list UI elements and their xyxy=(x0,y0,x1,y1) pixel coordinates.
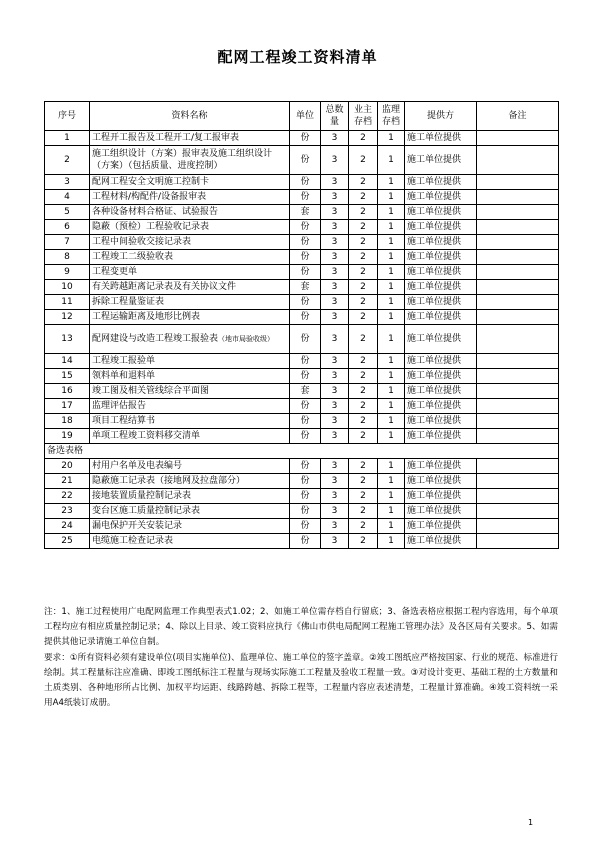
owner-archive-cell: 2 xyxy=(349,235,378,250)
provider-cell: 施工单位提供 xyxy=(405,474,477,489)
remark-cell xyxy=(477,384,559,399)
unit-cell: 份 xyxy=(290,325,321,354)
notes-block xyxy=(44,605,558,711)
table-header-row xyxy=(45,102,559,131)
remark-cell xyxy=(477,280,559,295)
notes-text: 注：1、施工过程使用广电配网监理工作典型表式1.02；2、如施工单位需存档自行留底；3、备选表格应根据工程内容选用，每个单项工程均应有相应质量控制记录；4、除以上目录、竣工资料应执行《佛山市供电局配网工程施工管理办法》及各区局有关要求。5、如需提供其他记录请施工单位自制。 xyxy=(44,607,558,647)
unit-cell: 份 xyxy=(290,295,321,310)
row-number: 22 xyxy=(45,489,90,504)
table-row xyxy=(45,519,559,534)
total-quantity-cell: 3 xyxy=(321,459,349,474)
provider-cell: 施工单位提供 xyxy=(405,146,477,175)
owner-archive-cell: 2 xyxy=(349,310,378,325)
unit-cell: 份 xyxy=(290,504,321,519)
document-name: 漏电保护开关安装记录 xyxy=(90,519,290,534)
remark-cell xyxy=(477,414,559,429)
document-name: 监理评估报告 xyxy=(90,399,290,414)
total-quantity-cell: 3 xyxy=(321,265,349,280)
total-quantity-cell: 3 xyxy=(321,220,349,235)
document-name: 工程中间验收交接记录表 xyxy=(90,235,290,250)
supervisor-archive-cell: 1 xyxy=(378,474,405,489)
document-name: 隐蔽施工记录表（接地网及拉盘部分） xyxy=(90,474,290,489)
supervisor-archive-cell: 1 xyxy=(378,384,405,399)
unit-cell: 份 xyxy=(290,429,321,444)
owner-archive-cell: 2 xyxy=(349,295,378,310)
unit-cell: 份 xyxy=(290,414,321,429)
provider-cell: 施工单位提供 xyxy=(405,280,477,295)
table-row xyxy=(45,190,559,205)
provider-cell: 施工单位提供 xyxy=(405,295,477,310)
row-number: 12 xyxy=(45,310,90,325)
supervisor-archive-cell: 1 xyxy=(378,250,405,265)
total-quantity-cell: 3 xyxy=(321,146,349,175)
supervisor-archive-cell: 1 xyxy=(378,265,405,280)
document-name: 项目工程结算书 xyxy=(90,414,290,429)
owner-archive-cell: 2 xyxy=(349,399,378,414)
owner-archive-cell: 2 xyxy=(349,175,378,190)
provider-cell: 施工单位提供 xyxy=(405,250,477,265)
page-number: 1 xyxy=(528,818,534,827)
supervisor-archive-cell: 1 xyxy=(378,131,405,146)
row-number: 13 xyxy=(45,325,90,354)
section-label: 备选表格 xyxy=(45,444,559,459)
supervisor-archive-cell: 1 xyxy=(378,325,405,354)
header-total: 总数量 xyxy=(321,102,349,131)
total-quantity-cell: 3 xyxy=(321,369,349,384)
document-name: 变台区施工质量控制记录表 xyxy=(90,504,290,519)
unit-cell: 套 xyxy=(290,280,321,295)
header-remark: 备注 xyxy=(477,102,559,131)
row-number: 17 xyxy=(45,399,90,414)
unit-cell: 份 xyxy=(290,250,321,265)
header-no: 序号 xyxy=(45,102,90,131)
supervisor-archive-cell: 1 xyxy=(378,399,405,414)
document-name: 工程开工报告及工程开工/复工报审表 xyxy=(90,131,290,146)
owner-archive-cell: 2 xyxy=(349,384,378,399)
provider-cell: 施工单位提供 xyxy=(405,265,477,280)
supervisor-archive-cell: 1 xyxy=(378,414,405,429)
unit-cell: 份 xyxy=(290,265,321,280)
table-row xyxy=(45,205,559,220)
row-number: 14 xyxy=(45,354,90,369)
total-quantity-cell: 3 xyxy=(321,131,349,146)
row-number: 18 xyxy=(45,414,90,429)
supervisor-archive-cell: 1 xyxy=(378,534,405,549)
remark-cell xyxy=(477,131,559,146)
provider-cell: 施工单位提供 xyxy=(405,131,477,146)
provider-cell: 施工单位提供 xyxy=(405,220,477,235)
supervisor-archive-cell: 1 xyxy=(378,280,405,295)
unit-cell: 份 xyxy=(290,146,321,175)
document-name: 隐蔽（预检）工程验收记录表 xyxy=(90,220,290,235)
provider-cell: 施工单位提供 xyxy=(405,519,477,534)
table-row xyxy=(45,459,559,474)
document-name: 工程运输距离及地形比例表 xyxy=(90,310,290,325)
provider-cell: 施工单位提供 xyxy=(405,175,477,190)
unit-cell: 份 xyxy=(290,519,321,534)
owner-archive-cell: 2 xyxy=(349,205,378,220)
total-quantity-cell: 3 xyxy=(321,504,349,519)
remark-cell xyxy=(477,429,559,444)
total-quantity-cell: 3 xyxy=(321,489,349,504)
supervisor-archive-cell: 1 xyxy=(378,220,405,235)
owner-archive-cell: 2 xyxy=(349,504,378,519)
provider-cell: 施工单位提供 xyxy=(405,384,477,399)
unit-cell: 份 xyxy=(290,131,321,146)
document-name: 单项工程竣工资料移交清单 xyxy=(90,429,290,444)
remark-cell xyxy=(477,190,559,205)
document-name: 电缆施工检查记录表 xyxy=(90,534,290,549)
owner-archive-cell: 2 xyxy=(349,429,378,444)
total-quantity-cell: 3 xyxy=(321,310,349,325)
provider-cell: 施工单位提供 xyxy=(405,429,477,444)
unit-cell: 套 xyxy=(290,384,321,399)
unit-cell: 份 xyxy=(290,369,321,384)
unit-cell: 份 xyxy=(290,459,321,474)
unit-cell: 份 xyxy=(290,310,321,325)
document-name: 接地装置质量控制记录表 xyxy=(90,489,290,504)
supervisor-archive-cell: 1 xyxy=(378,459,405,474)
unit-cell: 份 xyxy=(290,489,321,504)
remark-cell xyxy=(477,399,559,414)
remark-cell xyxy=(477,534,559,549)
total-quantity-cell: 3 xyxy=(321,250,349,265)
unit-cell: 份 xyxy=(290,175,321,190)
table-row xyxy=(45,369,559,384)
total-quantity-cell: 3 xyxy=(321,414,349,429)
owner-archive-cell: 2 xyxy=(349,131,378,146)
header-name: 资料名称 xyxy=(90,102,290,131)
owner-archive-cell: 2 xyxy=(349,414,378,429)
unit-cell: 份 xyxy=(290,399,321,414)
document-name-note: （地市局验收级） xyxy=(218,335,275,343)
header-provider: 提供方 xyxy=(405,102,477,131)
document-name: 竣工图及相关管线综合平面图 xyxy=(90,384,290,399)
requirements-text: 要求：①所有资料必须有建设单位(项目实施单位)、监理单位、施工单位的签字盖章。②竣工图纸应严格按国家、行业的规范、标准进行绘制。其工程量标注应准确、即竣工图纸标注工程量与现场实际施工工程量及验收工程量一致。③对设计变更、基础工程的土方数量和土质类别、各种地形所占比例、加权平均运距、线路跨越、拆除工程等，工程量内容应表述清楚，工程量计算准确。④竣工资料统一采用A4纸装订成册。 xyxy=(44,653,558,708)
remark-cell xyxy=(477,205,559,220)
total-quantity-cell: 3 xyxy=(321,205,349,220)
provider-cell: 施工单位提供 xyxy=(405,325,477,354)
provider-cell: 施工单位提供 xyxy=(405,489,477,504)
row-number: 23 xyxy=(45,504,90,519)
table-row xyxy=(45,399,559,414)
document-name: 村用户名单及电表编号 xyxy=(90,459,290,474)
table-row xyxy=(45,265,559,280)
row-number: 9 xyxy=(45,265,90,280)
supervisor-archive-cell: 1 xyxy=(378,190,405,205)
remark-cell xyxy=(477,354,559,369)
provider-cell: 施工单位提供 xyxy=(405,235,477,250)
document-name: 有关跨越距离记录表及有关协议文件 xyxy=(90,280,290,295)
document-name: 拆除工程量鉴证表 xyxy=(90,295,290,310)
table-row xyxy=(45,220,559,235)
row-number: 25 xyxy=(45,534,90,549)
row-number: 19 xyxy=(45,429,90,444)
table-row xyxy=(45,384,559,399)
section-row xyxy=(45,444,559,459)
unit-cell: 份 xyxy=(290,190,321,205)
provider-cell: 施工单位提供 xyxy=(405,354,477,369)
row-number: 7 xyxy=(45,235,90,250)
row-number: 20 xyxy=(45,459,90,474)
supervisor-archive-cell: 1 xyxy=(378,175,405,190)
remark-cell xyxy=(477,310,559,325)
total-quantity-cell: 3 xyxy=(321,519,349,534)
unit-cell: 份 xyxy=(290,474,321,489)
document-name: 配网工程安全文明施工控制卡 xyxy=(90,175,290,190)
total-quantity-cell: 3 xyxy=(321,429,349,444)
provider-cell: 施工单位提供 xyxy=(405,414,477,429)
remark-cell xyxy=(477,265,559,280)
supervisor-archive-cell: 1 xyxy=(378,295,405,310)
owner-archive-cell: 2 xyxy=(349,220,378,235)
header-unit: 单位 xyxy=(290,102,321,131)
table-row xyxy=(45,250,559,265)
table-row xyxy=(45,295,559,310)
total-quantity-cell: 3 xyxy=(321,190,349,205)
owner-archive-cell: 2 xyxy=(349,354,378,369)
document-name: 工程竣工报验单 xyxy=(90,354,290,369)
document-table xyxy=(44,101,559,549)
remark-cell xyxy=(477,325,559,354)
table-row xyxy=(45,414,559,429)
supervisor-archive-cell: 1 xyxy=(378,235,405,250)
remark-cell xyxy=(477,504,559,519)
unit-cell: 份 xyxy=(290,220,321,235)
owner-archive-cell: 2 xyxy=(349,489,378,504)
remark-cell xyxy=(477,369,559,384)
table-row xyxy=(45,131,559,146)
owner-archive-cell: 2 xyxy=(349,250,378,265)
row-number: 10 xyxy=(45,280,90,295)
remark-cell xyxy=(477,146,559,175)
provider-cell: 施工单位提供 xyxy=(405,534,477,549)
row-number: 11 xyxy=(45,295,90,310)
table-row xyxy=(45,310,559,325)
table-row xyxy=(45,489,559,504)
provider-cell: 施工单位提供 xyxy=(405,205,477,220)
provider-cell: 施工单位提供 xyxy=(405,369,477,384)
row-number: 3 xyxy=(45,175,90,190)
row-number: 2 xyxy=(45,146,90,175)
document-name: 领料单和退料单 xyxy=(90,369,290,384)
owner-archive-cell: 2 xyxy=(349,280,378,295)
unit-cell: 套 xyxy=(290,205,321,220)
owner-archive-cell: 2 xyxy=(349,146,378,175)
remark-cell xyxy=(477,295,559,310)
table-row xyxy=(45,146,559,175)
owner-archive-cell: 2 xyxy=(349,474,378,489)
table-row xyxy=(45,474,559,489)
supervisor-archive-cell: 1 xyxy=(378,429,405,444)
total-quantity-cell: 3 xyxy=(321,280,349,295)
document-name-text: 配网建设与改造工程竣工报验表 xyxy=(92,334,219,344)
supervisor-archive-cell: 1 xyxy=(378,205,405,220)
document-name: 工程竣工二级验收表 xyxy=(90,250,290,265)
supervisor-archive-cell: 1 xyxy=(378,310,405,325)
remark-cell xyxy=(477,250,559,265)
row-number: 8 xyxy=(45,250,90,265)
total-quantity-cell: 3 xyxy=(321,295,349,310)
unit-cell: 份 xyxy=(290,354,321,369)
row-number: 16 xyxy=(45,384,90,399)
table-row xyxy=(45,280,559,295)
owner-archive-cell: 2 xyxy=(349,190,378,205)
remark-cell xyxy=(477,489,559,504)
owner-archive-cell: 2 xyxy=(349,265,378,280)
row-number: 6 xyxy=(45,220,90,235)
total-quantity-cell: 3 xyxy=(321,354,349,369)
total-quantity-cell: 3 xyxy=(321,235,349,250)
provider-cell: 施工单位提供 xyxy=(405,459,477,474)
supervisor-archive-cell: 1 xyxy=(378,519,405,534)
remark-cell xyxy=(477,519,559,534)
owner-archive-cell: 2 xyxy=(349,519,378,534)
remark-cell xyxy=(477,459,559,474)
total-quantity-cell: 3 xyxy=(321,474,349,489)
document-name: 工程材料/构配件/设备报审表 xyxy=(90,190,290,205)
provider-cell: 施工单位提供 xyxy=(405,399,477,414)
row-number: 4 xyxy=(45,190,90,205)
owner-archive-cell: 2 xyxy=(349,534,378,549)
total-quantity-cell: 3 xyxy=(321,175,349,190)
owner-archive-cell: 2 xyxy=(349,459,378,474)
unit-cell: 份 xyxy=(290,235,321,250)
row-number: 5 xyxy=(45,205,90,220)
total-quantity-cell: 3 xyxy=(321,399,349,414)
row-number: 21 xyxy=(45,474,90,489)
row-number: 1 xyxy=(45,131,90,146)
provider-cell: 施工单位提供 xyxy=(405,190,477,205)
supervisor-archive-cell: 1 xyxy=(378,504,405,519)
supervisor-archive-cell: 1 xyxy=(378,354,405,369)
table-row xyxy=(45,504,559,519)
total-quantity-cell: 3 xyxy=(321,534,349,549)
provider-cell: 施工单位提供 xyxy=(405,504,477,519)
document-name: 各种设备材料合格证、试验报告 xyxy=(90,205,290,220)
row-number: 24 xyxy=(45,519,90,534)
header-supervisor: 监理存档 xyxy=(378,102,405,131)
remark-cell xyxy=(477,175,559,190)
owner-archive-cell: 2 xyxy=(349,325,378,354)
header-owner: 业主存档 xyxy=(349,102,378,131)
supervisor-archive-cell: 1 xyxy=(378,369,405,384)
document-name: 工程变更单 xyxy=(90,265,290,280)
document-name xyxy=(90,325,290,354)
total-quantity-cell: 3 xyxy=(321,325,349,354)
total-quantity-cell: 3 xyxy=(321,384,349,399)
unit-cell: 份 xyxy=(290,534,321,549)
remark-cell xyxy=(477,474,559,489)
table-row xyxy=(45,235,559,250)
table-row xyxy=(45,325,559,354)
supervisor-archive-cell: 1 xyxy=(378,146,405,175)
remark-cell xyxy=(477,235,559,250)
remark-cell xyxy=(477,220,559,235)
document-name: 施工组织设计（方案）报审表及施工组织设计（方案）（包括质量、进度控制） xyxy=(90,146,290,175)
owner-archive-cell: 2 xyxy=(349,369,378,384)
provider-cell: 施工单位提供 xyxy=(405,310,477,325)
table-row xyxy=(45,429,559,444)
table-row xyxy=(45,354,559,369)
row-number: 15 xyxy=(45,369,90,384)
table-row xyxy=(45,175,559,190)
table-row xyxy=(45,534,559,549)
page-title: 配网工程竣工资料清单 xyxy=(217,48,378,66)
supervisor-archive-cell: 1 xyxy=(378,489,405,504)
